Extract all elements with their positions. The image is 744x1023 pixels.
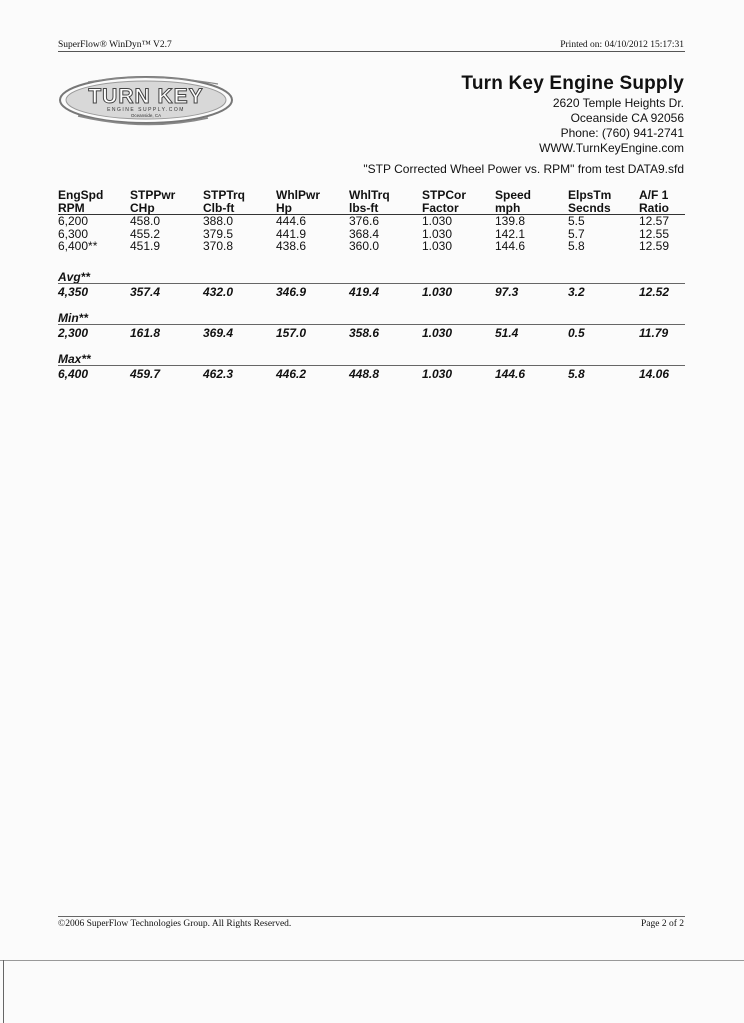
logo-subtext: ENGINE SUPPLY.COM [107, 107, 185, 113]
stat-value: 1.030 [422, 367, 453, 381]
table-cell: 455.2 [130, 226, 161, 241]
column-unit: RPM [58, 202, 130, 215]
table-cell: 360.0 [349, 239, 380, 253]
stat-value: 369.4 [203, 326, 234, 340]
logo-wordmark: TURN KEY [88, 85, 204, 108]
print-timestamp: Printed on: 04/10/2012 15:17:31 [560, 40, 684, 50]
table-cell: 388.0 [203, 214, 234, 228]
table-cell: 12.59 [639, 239, 670, 253]
column-header: STPCor [422, 188, 467, 202]
company-website: WWW.TurnKeyEngine.com [539, 141, 684, 155]
table-cell: 6,200 [58, 214, 89, 228]
column-unit: Secnds [568, 202, 639, 215]
stat-value: 1.030 [422, 326, 453, 340]
table-cell: 458.0 [130, 214, 161, 228]
footer-rule [58, 916, 685, 917]
stat-value: 1.030 [422, 285, 453, 299]
stat-value: 0.5 [568, 326, 585, 340]
company-address-2: Oceanside CA 92056 [570, 111, 684, 125]
table-cell: 5.8 [568, 239, 585, 253]
stat-value: 346.9 [276, 285, 307, 299]
table-cell: 441.9 [276, 226, 307, 241]
stat-label-max: Max** [58, 352, 91, 366]
table-cell: 5.7 [568, 226, 585, 241]
table-cell: 139.8 [495, 214, 526, 228]
stat-value: 161.8 [130, 326, 161, 340]
header-rule [58, 51, 685, 52]
company-block [461, 73, 684, 156]
table-cell: 1.030 [422, 214, 453, 228]
table-cell: 370.8 [203, 239, 234, 253]
stat-row-max [58, 365, 685, 381]
stat-value: 11.79 [639, 326, 669, 340]
table-row [58, 215, 685, 228]
stat-value: 358.6 [349, 326, 380, 340]
table-cell: 142.1 [495, 226, 526, 241]
turn-key-logo [58, 72, 234, 128]
column-unit: Clb-ft [203, 202, 276, 215]
column-header-row-bottom [58, 202, 685, 215]
stat-row-min [58, 324, 685, 340]
company-phone: Phone: (760) 941-2741 [560, 126, 684, 140]
table-cell: 6,300 [58, 226, 89, 241]
stat-value: 459.7 [130, 367, 161, 381]
copyright-text: ©2006 SuperFlow Technologies Group. All Rights Reserved. [58, 919, 292, 929]
stat-value: 51.4 [495, 326, 519, 340]
stat-value: 157.0 [276, 326, 307, 340]
column-header: WhlPwr [276, 188, 320, 202]
stat-value: 14.06 [639, 367, 670, 381]
stat-row-avg [58, 283, 685, 299]
table-cell: 368.4 [349, 226, 380, 241]
stat-value: 12.52 [639, 285, 670, 299]
company-address-1: 2620 Temple Heights Dr. [552, 96, 684, 110]
stat-value: 144.6 [495, 367, 526, 381]
company-name: Turn Key Engine Supply [461, 73, 684, 94]
stat-value: 446.2 [276, 367, 307, 381]
table-cell: 5.5 [568, 214, 585, 228]
stat-value: 419.4 [349, 285, 380, 299]
column-header: WhlTrq [349, 188, 390, 202]
column-unit: mph [495, 202, 568, 215]
column-header: Speed [495, 188, 532, 202]
stat-value: 6,400 [58, 367, 89, 381]
table-cell: 376.6 [349, 214, 380, 228]
stat-value: 357.4 [130, 285, 161, 299]
stat-value: 4,350 [58, 285, 89, 299]
column-unit: Ratio [639, 202, 685, 215]
software-version: SuperFlow® WinDyn™ V2.7 [58, 40, 172, 50]
stat-value: 5.8 [568, 367, 585, 381]
scan-edge-bottom [0, 960, 744, 961]
scan-edge-left [3, 960, 4, 1023]
column-header: ElpsTm [568, 188, 612, 202]
column-unit: lbs-ft [349, 202, 422, 215]
logo-location: Oceanside, CA [130, 113, 162, 118]
table-cell: 144.6 [495, 239, 526, 253]
table-cell: 444.6 [276, 214, 307, 228]
column-header: A/F 1 [639, 188, 669, 202]
stat-value: 2,300 [58, 326, 89, 340]
column-header-row-top [58, 189, 685, 202]
stat-value: 448.8 [349, 367, 380, 381]
table-cell: 12.55 [639, 226, 670, 241]
report-subtitle: "STP Corrected Wheel Power vs. RPM" from test DATA9.sfd [363, 162, 684, 176]
column-header: STPTrq [203, 188, 246, 202]
table-cell: 6,400** [58, 239, 98, 253]
column-header: EngSpd [58, 188, 104, 202]
stat-value: 97.3 [495, 285, 519, 299]
table-cell: 12.57 [639, 214, 670, 228]
data-table [58, 189, 685, 253]
table-cell: 1.030 [422, 226, 453, 241]
table-cell: 438.6 [276, 239, 307, 253]
table-row [58, 240, 685, 253]
column-header: STPPwr [130, 188, 176, 202]
stat-value: 462.3 [203, 367, 234, 381]
column-unit: Hp [276, 202, 349, 215]
page-number: Page 2 of 2 [640, 919, 684, 929]
table-cell: 379.5 [203, 226, 234, 241]
stat-value: 3.2 [568, 285, 585, 299]
stat-label-min: Min** [58, 311, 88, 325]
table-cell: 1.030 [422, 239, 453, 253]
stat-label-avg: Avg** [58, 270, 91, 284]
column-unit: Factor [422, 202, 495, 215]
column-unit: CHp [130, 202, 203, 215]
stat-value: 432.0 [203, 285, 234, 299]
table-cell: 451.9 [130, 239, 161, 253]
